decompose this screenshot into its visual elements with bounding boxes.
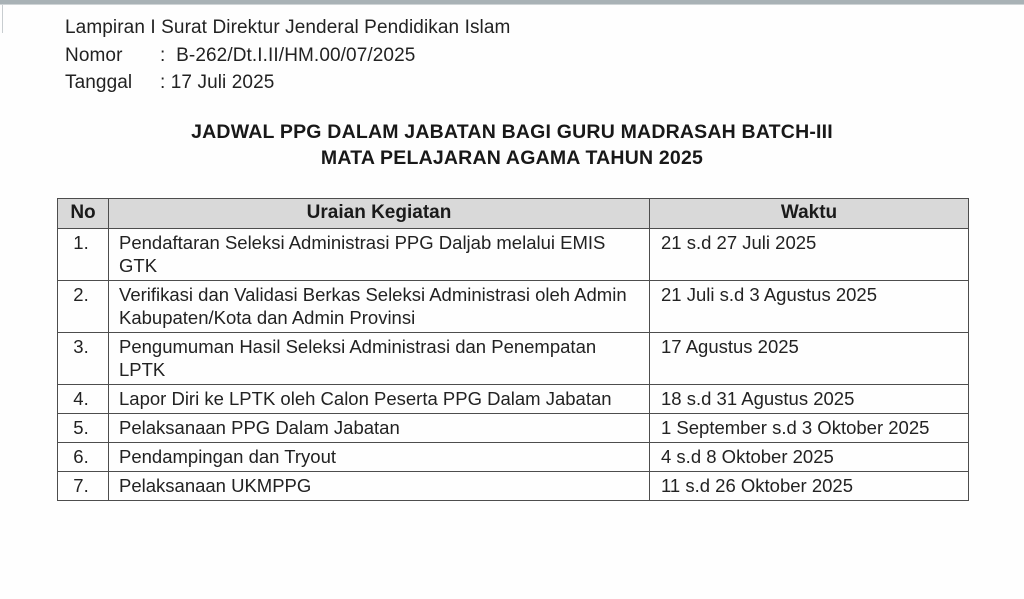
table-row <box>58 472 969 501</box>
table-header-row <box>58 199 969 229</box>
row-kegiatan: Pengumuman Hasil Seleksi Administrasi dan Penempatan LPTK <box>109 333 650 385</box>
row-number: 7. <box>58 472 109 501</box>
row-kegiatan: Pelaksanaan UKMPPG <box>109 472 650 501</box>
letterhead-line-tanggal <box>65 69 510 97</box>
scan-left-edge-artifact <box>2 5 3 33</box>
document-title <box>0 119 1024 171</box>
row-waktu: 21 s.d 27 Juli 2025 <box>650 229 969 281</box>
header-waktu: Waktu <box>650 199 969 229</box>
row-number: 2. <box>58 281 109 333</box>
table-row <box>58 333 969 385</box>
scan-top-edge-bar <box>0 0 1024 5</box>
table-row <box>58 414 969 443</box>
nomor-label: Nomor <box>65 44 123 66</box>
letterhead-line-lampiran <box>65 14 510 42</box>
row-kegiatan: Pendaftaran Seleksi Administrasi PPG Daljab melalui EMIS GTK <box>109 229 650 281</box>
nomor-value: : B-262/Dt.I.II/HM.00/07/2025 <box>160 44 416 66</box>
table-row <box>58 443 969 472</box>
lampiran-text: Lampiran I Surat Direktur Jenderal Pendidikan Islam <box>65 17 511 38</box>
document-title-line1: JADWAL PPG DALAM JABATAN BAGI GURU MADRASAH BATCH-III <box>191 121 833 143</box>
schedule-table <box>57 198 969 501</box>
row-waktu: 4 s.d 8 Oktober 2025 <box>650 443 969 472</box>
row-kegiatan: Pendampingan dan Tryout <box>109 443 650 472</box>
tanggal-value: : 17 Juli 2025 <box>160 72 275 93</box>
document-title-line2: MATA PELAJARAN AGAMA TAHUN 2025 <box>320 147 704 169</box>
row-number: 4. <box>58 385 109 414</box>
row-kegiatan: Pelaksanaan PPG Dalam Jabatan <box>109 414 650 443</box>
tanggal-label: Tanggal <box>65 72 133 93</box>
row-waktu: 18 s.d 31 Agustus 2025 <box>650 385 969 414</box>
letterhead <box>65 14 510 97</box>
row-number: 3. <box>58 333 109 385</box>
row-number: 5. <box>58 414 109 443</box>
row-waktu: 21 Juli s.d 3 Agustus 2025 <box>650 281 969 333</box>
table-row <box>58 385 969 414</box>
row-number: 6. <box>58 443 109 472</box>
table-row <box>58 281 969 333</box>
table-row <box>58 229 969 281</box>
row-kegiatan: Verifikasi dan Validasi Berkas Seleksi Administrasi oleh Admin Kabupaten/Kota dan Admin Provinsi <box>109 281 650 333</box>
row-waktu: 17 Agustus 2025 <box>650 333 969 385</box>
row-waktu: 11 s.d 26 Oktober 2025 <box>650 472 969 501</box>
row-kegiatan: Lapor Diri ke LPTK oleh Calon Peserta PPG Dalam Jabatan <box>109 385 650 414</box>
header-uraian-kegiatan: Uraian Kegiatan <box>109 199 650 229</box>
header-no: No <box>58 199 109 229</box>
row-number: 1. <box>58 229 109 281</box>
letterhead-line-nomor <box>65 42 510 70</box>
row-waktu: 1 September s.d 3 Oktober 2025 <box>650 414 969 443</box>
